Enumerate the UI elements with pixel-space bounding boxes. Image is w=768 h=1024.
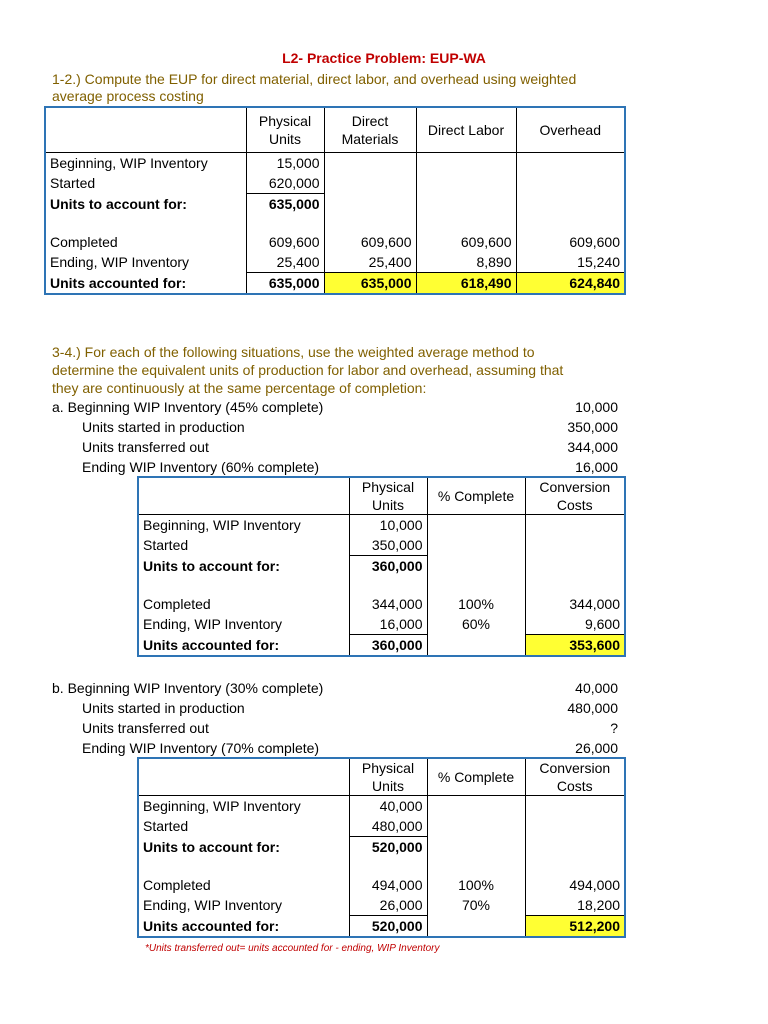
- header-percent-complete: % Complete: [427, 478, 525, 515]
- question-line: 3-4.) For each of the following situations, use the weighted average method to: [52, 344, 535, 360]
- given-b-label: b. Beginning WIP Inventory (30% complete): [52, 680, 324, 696]
- table-row: Completed 494,000 100% 494,000: [139, 875, 624, 895]
- given-b-label: Units started in production: [82, 700, 245, 716]
- header-conversion-costs: Conversion Costs: [525, 478, 624, 515]
- given-b-value: ?: [610, 720, 618, 736]
- table-row: Started 480,000: [139, 816, 624, 837]
- table-header-row: [139, 478, 624, 515]
- given-a-label: Ending WIP Inventory (60% complete): [82, 459, 320, 475]
- given-a-value: 16,000: [575, 459, 618, 475]
- footnote: *Units transferred out= units accounted for - ending, WIP Inventory: [145, 943, 440, 954]
- header-overhead: Overhead: [516, 108, 624, 153]
- given-a-label: Units transferred out: [82, 439, 209, 455]
- question-line: 1-2.) Compute the EUP for direct material, direct labor, and overhead using weighted: [52, 71, 577, 87]
- given-a-label: a. Beginning WIP Inventory (45% complete): [52, 399, 324, 415]
- given-a-value: 350,000: [567, 419, 618, 435]
- spacer-row: [139, 576, 624, 594]
- table-header-row: [46, 108, 624, 153]
- given-a-value: 10,000: [575, 399, 618, 415]
- header-percent-complete: % Complete: [427, 759, 525, 796]
- question-line: average process costing: [52, 88, 204, 104]
- eup-table-1: [46, 108, 624, 293]
- table-row: Units to account for: 520,000: [139, 837, 624, 858]
- given-b-value: 480,000: [567, 700, 618, 716]
- spacer-row: [139, 857, 624, 875]
- table-row: Completed 344,000 100% 344,000: [139, 594, 624, 614]
- header-physical-units: Physical Units: [246, 108, 324, 153]
- given-a-value: 344,000: [567, 439, 618, 455]
- table-row: Started 620,000: [46, 173, 624, 194]
- table-row: Units accounted for: 635,000 635,000 618,490 624,840: [46, 273, 624, 294]
- given-a-label: Units started in production: [82, 419, 245, 435]
- header-direct-labor: Direct Labor: [416, 108, 516, 153]
- table-header-row: [139, 759, 624, 796]
- table-row: Units to account for: 635,000: [46, 194, 624, 215]
- given-b-label: Ending WIP Inventory (70% complete): [82, 740, 320, 756]
- table-row: Beginning, WIP Inventory 10,000: [139, 515, 624, 536]
- question-3-4-text: [52, 343, 563, 397]
- table-row: Started 350,000: [139, 535, 624, 556]
- given-b-label: Units transferred out: [82, 720, 209, 736]
- question-1-2-text: [52, 71, 576, 105]
- table-row: Units accounted for: 520,000 512,200: [139, 916, 624, 937]
- table-row: Units accounted for: 360,000 353,600: [139, 635, 624, 656]
- header-conversion-costs: Conversion Costs: [525, 759, 624, 796]
- page-title: L2- Practice Problem: EUP-WA: [282, 50, 486, 66]
- header-physical-units: Physical Units: [349, 759, 427, 796]
- question-line: determine the equivalent units of production for labor and overhead, assuming that: [52, 362, 564, 378]
- question-line: they are continuously at the same percentage of completion:: [52, 380, 427, 396]
- eup-table-a: [139, 478, 624, 655]
- table-row: Ending, WIP Inventory 25,400 25,400 8,890 15,240: [46, 252, 624, 273]
- table-row: Beginning, WIP Inventory 40,000: [139, 796, 624, 817]
- header-physical-units: Physical Units: [349, 478, 427, 515]
- eup-table-b: [139, 759, 624, 936]
- header-direct-materials: Direct Materials: [324, 108, 416, 153]
- table-row: Ending, WIP Inventory 26,000 70% 18,200: [139, 895, 624, 916]
- table-row: Completed 609,600 609,600 609,600 609,600: [46, 232, 624, 252]
- given-b-value: 40,000: [575, 680, 618, 696]
- given-b-value: 26,000: [575, 740, 618, 756]
- table-row: Units to account for: 360,000: [139, 556, 624, 577]
- table-row: Ending, WIP Inventory 16,000 60% 9,600: [139, 614, 624, 635]
- spacer-row: [46, 214, 624, 232]
- table-row: Beginning, WIP Inventory 15,000: [46, 153, 624, 174]
